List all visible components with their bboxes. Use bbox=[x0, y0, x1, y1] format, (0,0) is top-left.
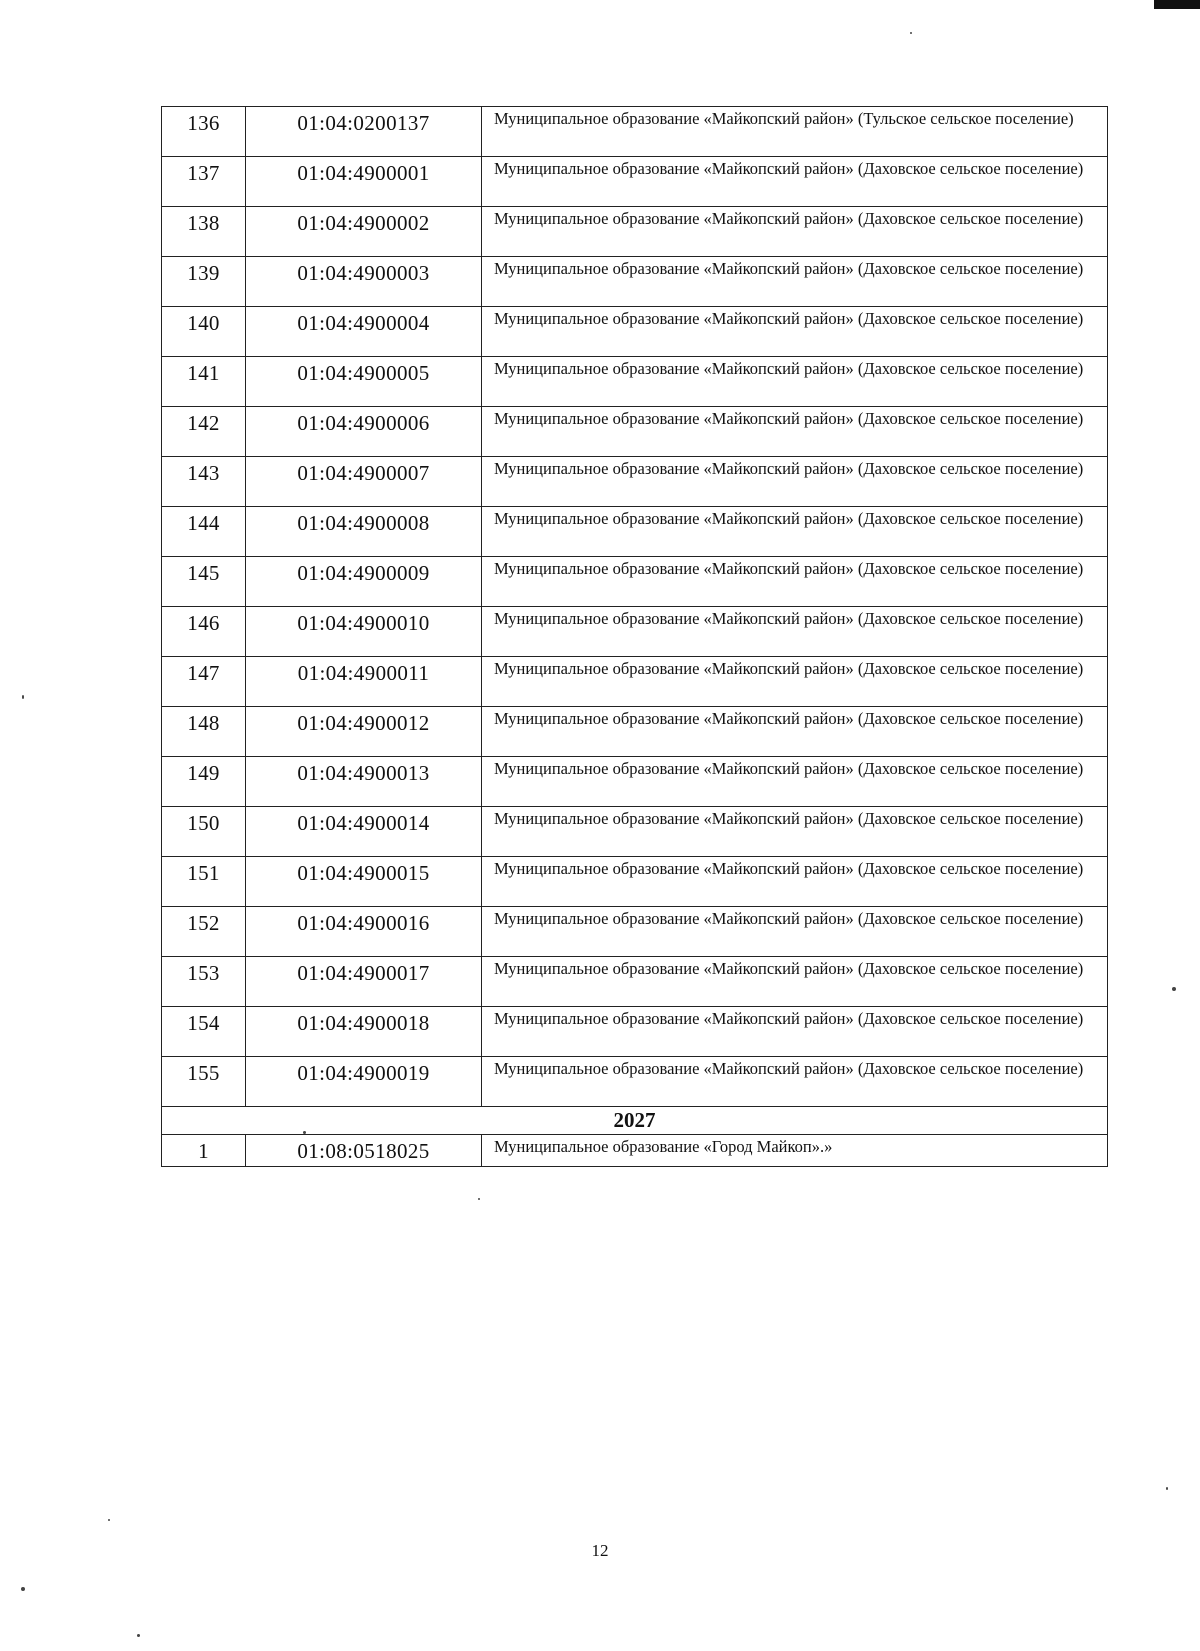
cadastral-code-cell: 01:08:0518025 bbox=[246, 1135, 482, 1167]
table-body bbox=[162, 107, 1108, 1167]
table-row bbox=[162, 957, 1108, 1007]
row-number-cell: 140 bbox=[162, 307, 246, 357]
municipality-cell: Муниципальное образование «Майкопский район» (Даховское сельское поселение) bbox=[482, 857, 1108, 907]
scan-speck bbox=[21, 1587, 25, 1591]
cadastral-code-cell: 01:04:4900016 bbox=[246, 907, 482, 957]
scan-speck bbox=[910, 32, 912, 34]
scan-speck bbox=[137, 1634, 140, 1637]
row-number-cell: 136 bbox=[162, 107, 246, 157]
cadastral-code-cell: 01:04:4900004 bbox=[246, 307, 482, 357]
scan-speck bbox=[478, 1198, 480, 1200]
table-row bbox=[162, 357, 1108, 407]
row-number-cell: 153 bbox=[162, 957, 246, 1007]
municipality-cell: Муниципальное образование «Майкопский район» (Тульское сельское поселение) bbox=[482, 107, 1108, 157]
municipality-cell: Муниципальное образование «Город Майкоп».» bbox=[482, 1135, 1108, 1167]
municipality-cell: Муниципальное образование «Майкопский район» (Даховское сельское поселение) bbox=[482, 957, 1108, 1007]
scan-speck bbox=[1172, 987, 1176, 991]
row-number-cell: 152 bbox=[162, 907, 246, 957]
table-row bbox=[162, 407, 1108, 457]
table-row bbox=[162, 607, 1108, 657]
cadastral-code-cell: 01:04:4900018 bbox=[246, 1007, 482, 1057]
scan-corner-mark bbox=[1154, 0, 1200, 9]
row-number-cell: 144 bbox=[162, 507, 246, 557]
row-number-cell: 138 bbox=[162, 207, 246, 257]
cadastral-code-cell: 01:04:4900017 bbox=[246, 957, 482, 1007]
table-row bbox=[162, 1057, 1108, 1107]
cadastral-code-cell: 01:04:0200137 bbox=[246, 107, 482, 157]
municipality-cell: Муниципальное образование «Майкопский район» (Даховское сельское поселение) bbox=[482, 457, 1108, 507]
year-heading-row bbox=[162, 1107, 1108, 1135]
row-number-cell: 139 bbox=[162, 257, 246, 307]
table-row bbox=[162, 707, 1108, 757]
cadastral-code-cell: 01:04:4900019 bbox=[246, 1057, 482, 1107]
cadastral-code-cell: 01:04:4900001 bbox=[246, 157, 482, 207]
cadastral-code-cell: 01:04:4900003 bbox=[246, 257, 482, 307]
scan-speck bbox=[1166, 1487, 1168, 1490]
cadastral-code-cell: 01:04:4900011 bbox=[246, 657, 482, 707]
table-row bbox=[162, 257, 1108, 307]
row-number-cell: 148 bbox=[162, 707, 246, 757]
page-number: 12 bbox=[591, 1541, 609, 1560]
row-number-cell: 1 bbox=[162, 1135, 246, 1167]
cadastral-code-cell: 01:04:4900013 bbox=[246, 757, 482, 807]
row-number-cell: 145 bbox=[162, 557, 246, 607]
municipality-cell: Муниципальное образование «Майкопский район» (Даховское сельское поселение) bbox=[482, 707, 1108, 757]
cadastral-code-cell: 01:04:4900008 bbox=[246, 507, 482, 557]
row-number-cell: 137 bbox=[162, 157, 246, 207]
municipality-cell: Муниципальное образование «Майкопский район» (Даховское сельское поселение) bbox=[482, 1057, 1108, 1107]
row-number-cell: 146 bbox=[162, 607, 246, 657]
cadastral-code-cell: 01:04:4900010 bbox=[246, 607, 482, 657]
row-number-cell: 150 bbox=[162, 807, 246, 857]
table-row bbox=[162, 307, 1108, 357]
cadastral-code-cell: 01:04:4900012 bbox=[246, 707, 482, 757]
municipality-cell: Муниципальное образование «Майкопский район» (Даховское сельское поселение) bbox=[482, 407, 1108, 457]
table-row bbox=[162, 907, 1108, 957]
row-number-cell: 147 bbox=[162, 657, 246, 707]
row-number-cell: 154 bbox=[162, 1007, 246, 1057]
row-number-cell: 141 bbox=[162, 357, 246, 407]
scan-speck bbox=[22, 695, 24, 699]
municipality-cell: Муниципальное образование «Майкопский район» (Даховское сельское поселение) bbox=[482, 657, 1108, 707]
cadastral-code-cell: 01:04:4900009 bbox=[246, 557, 482, 607]
table-row bbox=[162, 157, 1108, 207]
municipality-cell: Муниципальное образование «Майкопский район» (Даховское сельское поселение) bbox=[482, 1007, 1108, 1057]
table-row bbox=[162, 757, 1108, 807]
row-number-cell: 143 bbox=[162, 457, 246, 507]
year-heading: 2027 bbox=[162, 1107, 1108, 1135]
table-row bbox=[162, 507, 1108, 557]
table-row bbox=[162, 457, 1108, 507]
municipality-cell: Муниципальное образование «Майкопский район» (Даховское сельское поселение) bbox=[482, 607, 1108, 657]
municipality-cell: Муниципальное образование «Майкопский район» (Даховское сельское поселение) bbox=[482, 807, 1108, 857]
table-row bbox=[162, 207, 1108, 257]
table-row bbox=[162, 1135, 1108, 1167]
cadastral-code-cell: 01:04:4900006 bbox=[246, 407, 482, 457]
table-row bbox=[162, 857, 1108, 907]
municipality-cell: Муниципальное образование «Майкопский район» (Даховское сельское поселение) bbox=[482, 557, 1108, 607]
municipality-cell: Муниципальное образование «Майкопский район» (Даховское сельское поселение) bbox=[482, 257, 1108, 307]
row-number-cell: 155 bbox=[162, 1057, 246, 1107]
cadastral-code-cell: 01:04:4900005 bbox=[246, 357, 482, 407]
municipality-cell: Муниципальное образование «Майкопский район» (Даховское сельское поселение) bbox=[482, 357, 1108, 407]
municipality-cell: Муниципальное образование «Майкопский район» (Даховское сельское поселение) bbox=[482, 307, 1108, 357]
table-row bbox=[162, 1007, 1108, 1057]
cadastral-code-cell: 01:04:4900002 bbox=[246, 207, 482, 257]
row-number-cell: 151 bbox=[162, 857, 246, 907]
cadastral-code-cell: 01:04:4900007 bbox=[246, 457, 482, 507]
cadastral-code-cell: 01:04:4900014 bbox=[246, 807, 482, 857]
municipality-cell: Муниципальное образование «Майкопский район» (Даховское сельское поселение) bbox=[482, 757, 1108, 807]
municipality-cell: Муниципальное образование «Майкопский район» (Даховское сельское поселение) bbox=[482, 907, 1108, 957]
table-row bbox=[162, 657, 1108, 707]
cadastral-code-cell: 01:04:4900015 bbox=[246, 857, 482, 907]
municipality-cell: Муниципальное образование «Майкопский район» (Даховское сельское поселение) bbox=[482, 157, 1108, 207]
municipality-cell: Муниципальное образование «Майкопский район» (Даховское сельское поселение) bbox=[482, 507, 1108, 557]
table-row bbox=[162, 557, 1108, 607]
municipality-cell: Муниципальное образование «Майкопский район» (Даховское сельское поселение) bbox=[482, 207, 1108, 257]
scan-speck bbox=[108, 1519, 110, 1521]
row-number-cell: 149 bbox=[162, 757, 246, 807]
cadastral-quarters-table bbox=[161, 106, 1108, 1167]
table-row bbox=[162, 107, 1108, 157]
table-row bbox=[162, 807, 1108, 857]
row-number-cell: 142 bbox=[162, 407, 246, 457]
